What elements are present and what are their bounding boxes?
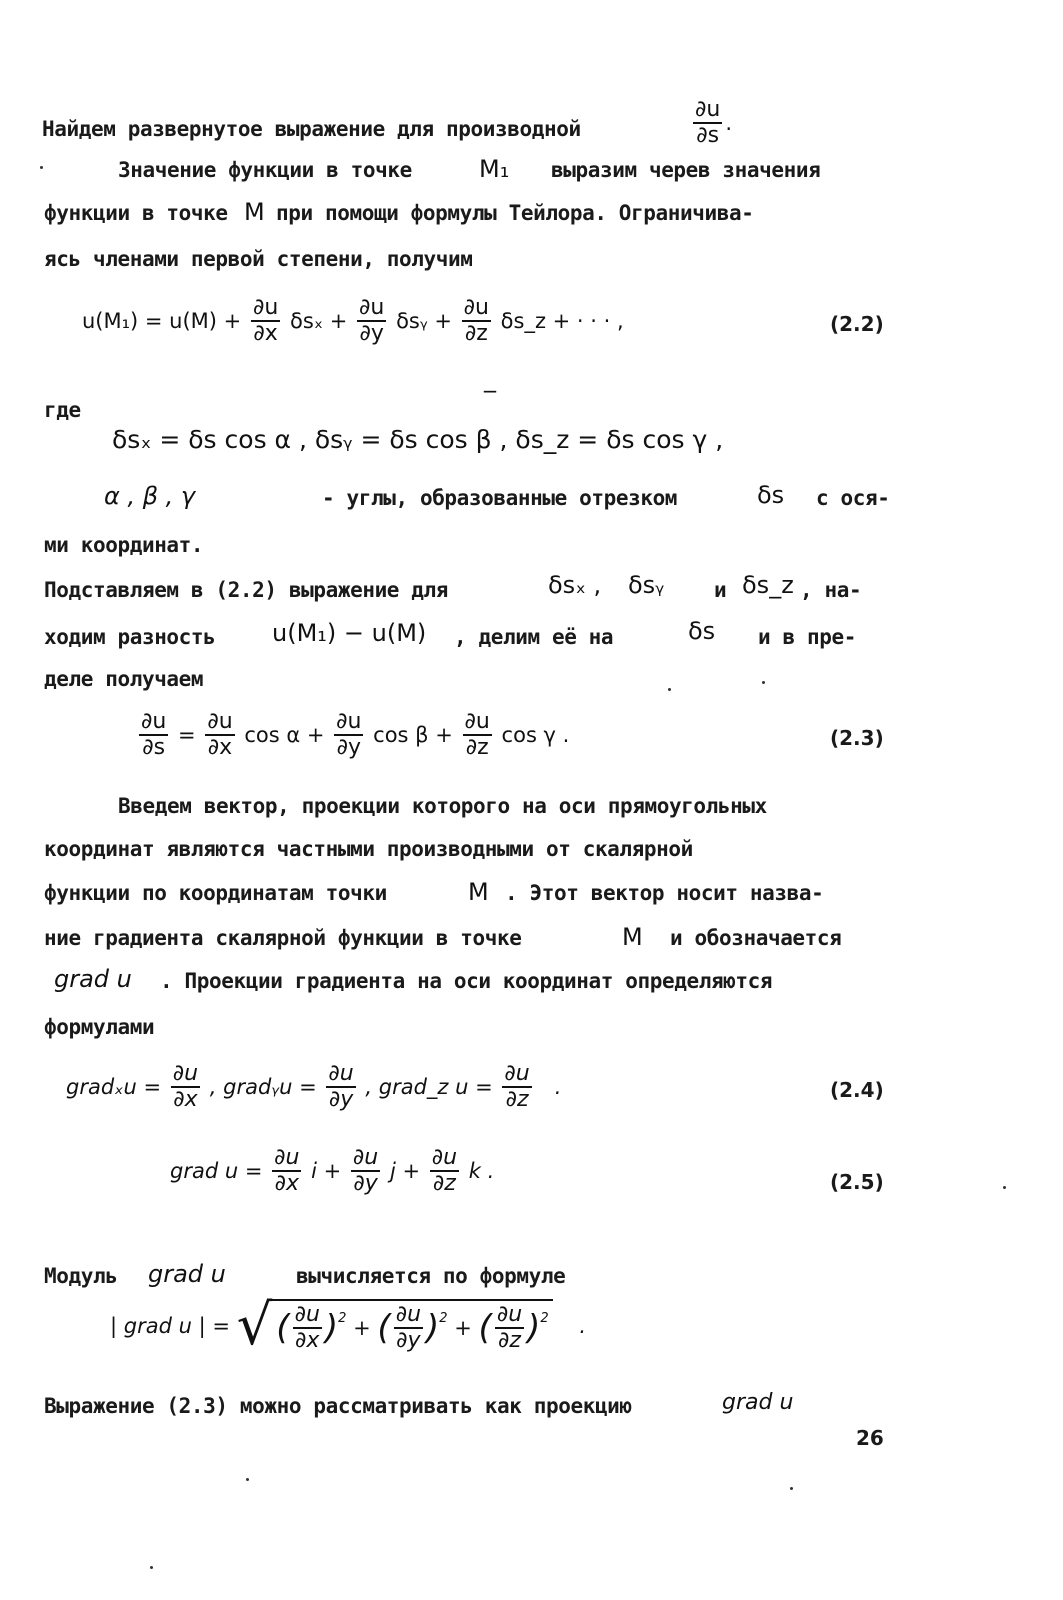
numerator: ∂u [336, 709, 362, 734]
numerator: ∂u [141, 709, 167, 734]
text-line-7 [44, 532, 203, 558]
text-span: , делим её на [454, 625, 614, 649]
text-line-8a [44, 577, 448, 603]
equation-number-2-3: (2.3) [830, 726, 884, 750]
equation-modulus: | grad u | = √ ( $\frac{\partial u}{\partial x}$ )$^2$ + ( $\frac{\partial u}{\partial y}$ )$^2$ + ( $\frac{\partial u}{\partial z}$ )$^2$ . [110, 1293, 587, 1358]
eq-term: grad u = [170, 1159, 263, 1183]
text-span: , на- [800, 578, 862, 602]
denominator: ∂y [359, 321, 384, 346]
text-span: при помощи формулы Тейлора. Ограничива- [276, 201, 754, 225]
scan-speck [246, 1478, 249, 1481]
denominator: ∂s [696, 123, 720, 148]
equation-projections: δsₓ = δs cos α , δsᵧ = δs cos β , δs_z = δs cos γ , [112, 425, 724, 454]
numerator: ∂u [252, 295, 279, 320]
fraction [334, 710, 363, 760]
text-span: . Проекции градиента на оси координат определяются [160, 969, 773, 993]
eq-term: gradₓu = [66, 1075, 162, 1099]
denominator: ∂z [465, 735, 489, 760]
text-span: функции в точке [44, 201, 228, 225]
text-line-8c [800, 577, 861, 603]
radicand: ( $\frac{\partial u}{\partial x}$ )$^2$ + ( $\frac{\partial u}{\partial y}$ )$^2$ + ( $\frac{\partial u}{\partial z}$ )$^2$ [272, 1299, 552, 1353]
text-line-2b [551, 157, 820, 183]
fraction [171, 1062, 200, 1112]
numerator: ∂u [207, 709, 233, 734]
plus-sign: + [353, 1316, 371, 1340]
eq-term: , grad_z u = [365, 1075, 493, 1099]
fraction [693, 98, 722, 148]
text-span: - углы, образованные отрезком [322, 486, 678, 510]
text-line-6b [322, 485, 677, 511]
fraction [394, 1303, 423, 1353]
text-line-8b [714, 577, 726, 603]
numerator: ∂u [504, 1061, 530, 1086]
text-p2-4a [44, 925, 521, 951]
scan-speck [150, 1566, 153, 1569]
point-m: M [244, 198, 265, 226]
equation-2-2 [82, 296, 624, 346]
text-mod-a [44, 1263, 117, 1289]
text-last [44, 1393, 632, 1419]
denominator: ∂x [173, 1087, 198, 1112]
text-mod-b [296, 1263, 565, 1289]
text-line-3a [44, 200, 228, 226]
numerator: ∂u [328, 1061, 354, 1086]
text-span: Найдем развернутое выражение для производной [42, 117, 581, 141]
numerator: ∂u [464, 709, 490, 734]
denominator: ∂y [328, 1087, 354, 1112]
denominator: ∂y [396, 1328, 421, 1353]
difference-expression: u(M₁) − u(M) [272, 619, 427, 647]
exponent: 2 [338, 1311, 347, 1326]
delta-s-2: δs [688, 617, 716, 645]
denominator: ∂s [142, 735, 166, 760]
eq-term: cos β + [373, 723, 453, 747]
numerator: ∂u [496, 1302, 523, 1327]
fraction [357, 296, 386, 346]
equation-2-4: gradₓu = $\frac{\partial u}{\partial x}$ , gradᵧu = $\frac{\partial u}{\partial y}$ , grad_z u = $\frac{\partial u}{\partial z}$ . [66, 1061, 562, 1112]
text-line-2 [118, 157, 412, 183]
radical-sign: √ [236, 1293, 273, 1358]
text-span: вычисляется по формуле [296, 1264, 566, 1288]
numerator: ∂u [172, 1061, 199, 1086]
text-where [44, 397, 81, 423]
scan-speck [40, 166, 43, 169]
grad-u-symbol-3: grad u [722, 1390, 794, 1415]
equation-2-5 [170, 1146, 494, 1196]
text-span: выразим черев значения [551, 158, 821, 182]
delta-sx: δsₓ , [548, 571, 602, 599]
numerator: ∂u [352, 1145, 379, 1170]
text-span: Выражение (2.3) можно рассматривать как проекцию [44, 1394, 632, 1418]
text-p2-6 [44, 1014, 154, 1040]
eq-term: cos α + [244, 723, 325, 747]
numerator: ∂u [359, 295, 385, 320]
point-m-2: M [468, 878, 489, 906]
text-span: с ося- [816, 486, 890, 510]
page-number: 26 [856, 1426, 884, 1450]
text-span: Значение функции в точке [118, 158, 412, 182]
text-span: ходим разность [44, 625, 216, 649]
scan-speck [1003, 1186, 1006, 1189]
eq-term: cos γ . [501, 723, 570, 747]
plus-sign: + [454, 1316, 472, 1340]
text-span: Введем вектор, проекции которого на оси прямоугольных [118, 794, 767, 818]
fraction [351, 1146, 380, 1196]
grad-u-symbol: grad u [54, 965, 132, 993]
delta-s: δs [757, 481, 785, 509]
text-span: где [44, 398, 81, 422]
text-line-9c [758, 624, 856, 650]
text-p2-3b [505, 880, 823, 906]
text-p2-2 [44, 836, 693, 862]
derivative-du-ds: $\frac{\partial u}{\partial s}$ . [695, 97, 733, 148]
numerator: ∂u [463, 295, 489, 320]
equation-number-2-5: (2.5) [830, 1170, 884, 1194]
exponent: 2 [540, 1311, 549, 1326]
denominator: ∂y [353, 1171, 378, 1196]
text-line-4 [44, 246, 473, 272]
point-m1: M₁ [479, 155, 510, 183]
text-span: ние градиента скалярной функции в точке [44, 926, 522, 950]
denominator: ∂z [498, 1328, 521, 1353]
fraction [495, 1303, 524, 1353]
denominator: ∂z [464, 321, 488, 346]
text-line-9b [454, 624, 613, 650]
numerator: ∂u [294, 1302, 320, 1327]
text-p2-1 [118, 793, 767, 819]
text-span: . Этот вектор носит назва- [505, 881, 824, 905]
eq-term: δs_z + · · · , [500, 309, 624, 333]
fraction [205, 710, 234, 760]
fraction [293, 1303, 322, 1353]
numerator: ∂u [431, 1145, 458, 1170]
fraction [463, 710, 492, 760]
text-span: ми координат. [44, 533, 204, 557]
denominator: ∂x [253, 321, 278, 346]
text-span: и в пре- [758, 625, 856, 649]
eq-term: δsᵧ + [396, 309, 452, 333]
denominator: ∂z [432, 1171, 456, 1196]
numerator: ∂u [274, 1145, 300, 1170]
text-p2-5b [160, 968, 772, 994]
text-span: Подставляем в (2.2) выражение для [44, 578, 449, 602]
dash-mark: ‾ [484, 387, 496, 415]
eq-term: j + [389, 1159, 421, 1183]
fraction [502, 1062, 531, 1112]
text-line-6c [816, 485, 889, 511]
text-span: координат являются частными производными от скалярной [44, 837, 693, 861]
fraction [272, 1146, 301, 1196]
delta-sz: δs_z [742, 571, 794, 599]
eq-term: , gradᵧu = [209, 1075, 317, 1099]
eq-lhs: | grad u | = [110, 1314, 230, 1338]
fraction [430, 1146, 459, 1196]
equation-number-2-2: (2.2) [830, 312, 884, 336]
fraction [326, 1062, 355, 1112]
numerator: ∂u [395, 1302, 422, 1327]
exponent: 2 [439, 1311, 448, 1326]
text-span: Модуль [44, 1264, 118, 1288]
square-root [236, 1293, 553, 1358]
eq-term: i + [311, 1159, 342, 1183]
text-span: и [714, 578, 727, 602]
fraction [462, 296, 491, 346]
denominator: ∂y [336, 735, 361, 760]
text-line-1 [42, 116, 581, 142]
text-span: функции по координатам точки [44, 881, 387, 905]
text-line-3b [276, 200, 753, 226]
fraction [139, 710, 168, 760]
text-span: ясь членами первой степени, получим [44, 247, 473, 271]
text-p2-4b [670, 925, 841, 951]
text-span: и обозначается [670, 926, 842, 950]
text-line-10 [44, 666, 203, 692]
denominator: ∂x [207, 735, 233, 760]
text-span: δsₓ [548, 571, 586, 599]
fraction [251, 296, 280, 346]
eq-lhs: u(M₁) = u(M) + [82, 309, 242, 333]
denominator: ∂x [295, 1328, 320, 1353]
numerator: ∂u [695, 97, 721, 122]
denominator: ∂z [505, 1087, 529, 1112]
denominator: ∂x [274, 1171, 299, 1196]
scan-speck [762, 681, 765, 684]
text-line-9a [44, 624, 215, 650]
grad-u-symbol-2: grad u [148, 1260, 226, 1288]
equation-number-2-4: (2.4) [830, 1078, 884, 1102]
text-span: деле получаем [44, 667, 204, 691]
scan-speck [668, 688, 671, 691]
eq-term: k . [468, 1159, 495, 1183]
scan-speck [790, 1487, 793, 1490]
point-m-3: M [622, 923, 643, 951]
eq-term: δsₓ + [289, 309, 348, 333]
text-p2-3a [44, 880, 387, 906]
equation-2-3: $\frac{\partial u}{\partial s}$ = $\frac{\partial u}{\partial x}$ cos α + $\frac{\partial u}{\partial y}$ cos β + $\frac{\partial u}{\partial z}$ cos γ . [141, 709, 570, 760]
text-span: формулами [44, 1015, 155, 1039]
delta-sy: δsᵧ [628, 571, 665, 599]
angles-symbols: α , β , γ [104, 482, 196, 510]
